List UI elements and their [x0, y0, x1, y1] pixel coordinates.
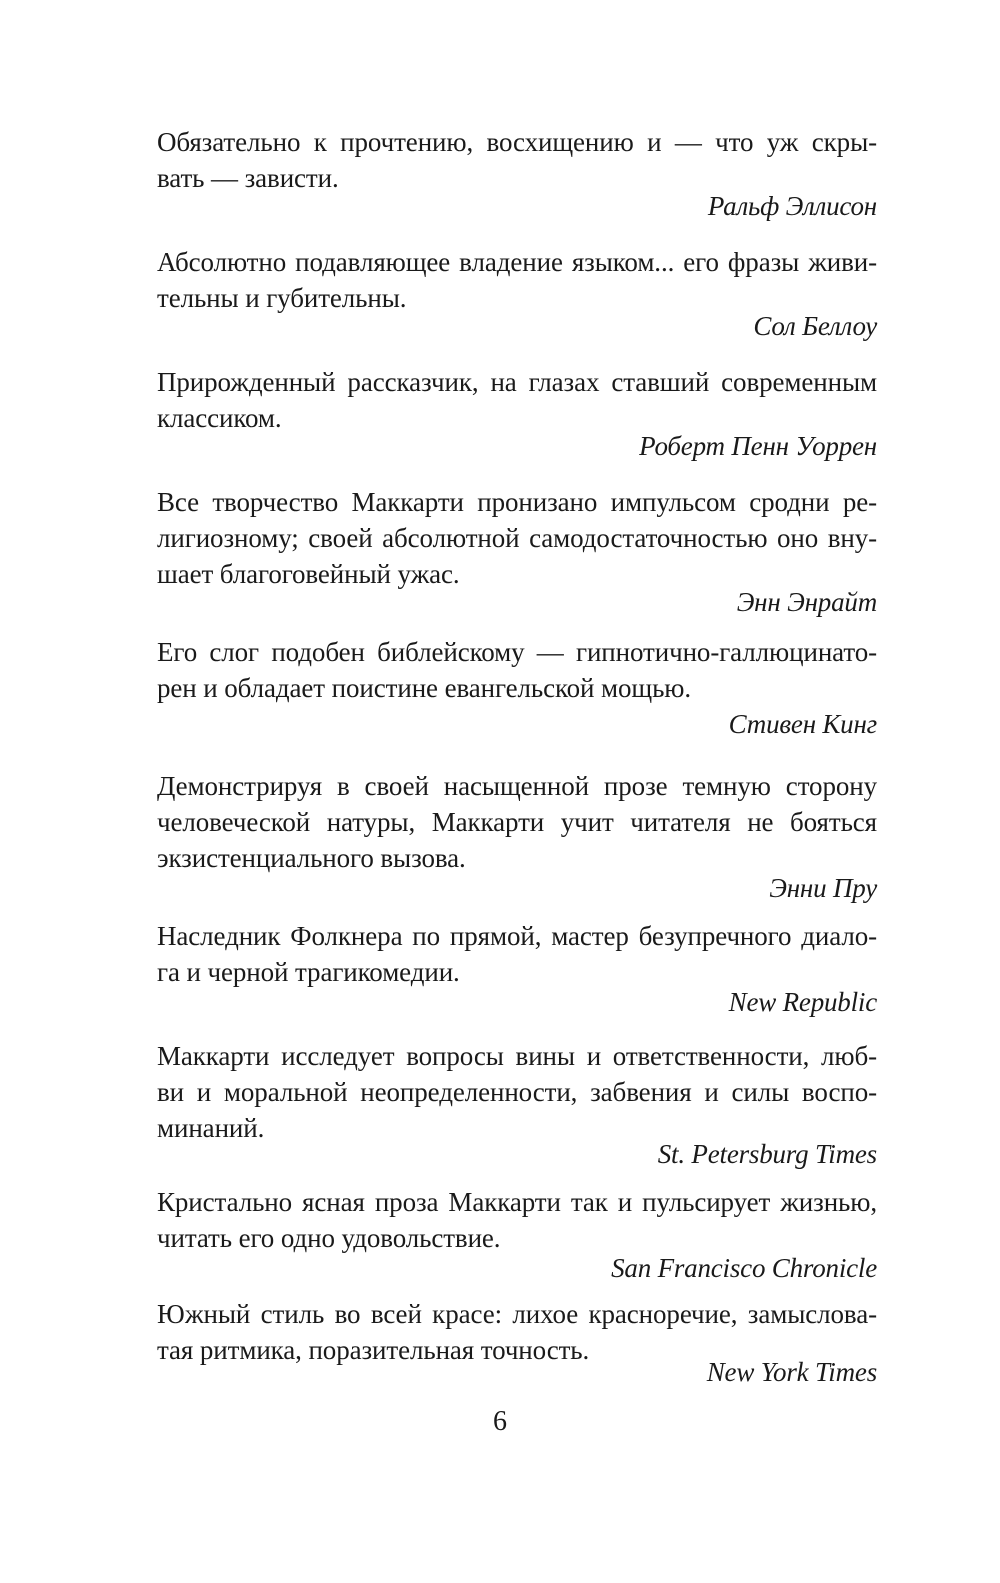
quote-block-9	[157, 1184, 877, 1286]
quote-author: Роберт Пенн Уоррен	[639, 431, 877, 461]
quote-line: человеческой натуры, Маккарти учит читателя не бояться	[157, 807, 877, 837]
quote-line: га и черной трагикомедии.	[157, 957, 460, 987]
quote-line: ви и моральной неопределенности, забвения и силы воспо-	[157, 1077, 877, 1107]
quote-line: тая ритмика, поразительная точность.	[157, 1335, 590, 1365]
quote-block-2	[157, 244, 877, 344]
quote-line: Его слог подобен библейскому — гипнотично-галлюцинато-	[157, 637, 877, 667]
quote-block-10	[157, 1296, 877, 1390]
quote-line: Южный стиль во всей красе: лихое красноречие, замыслова-	[157, 1299, 877, 1329]
quote-line: Демонстрируя в своей насыщенной прозе темную сторону	[157, 771, 877, 801]
quote-line: тельны и губительны.	[157, 283, 407, 313]
quote-author: New Republic	[728, 987, 877, 1017]
quote-author: Стивен Кинг	[728, 709, 877, 739]
quote-line: Маккарти исследует вопросы вины и ответственности, люб-	[157, 1041, 877, 1071]
quote-line: Обязательно к прочтению, восхищению и — что уж скры-	[157, 127, 877, 157]
quote-line: классиком.	[157, 403, 282, 433]
quote-line: минаний.	[157, 1113, 265, 1143]
quote-block-6	[157, 768, 877, 906]
quote-author: Сол Беллоу	[753, 311, 877, 341]
quote-line: лигиозному; своей абсолютной самодостаточностью оно вну-	[157, 523, 877, 553]
quote-line: вать — зависти.	[157, 163, 339, 193]
quote-block-4	[157, 484, 877, 620]
quote-author: Энн Энрайт	[736, 587, 877, 617]
quote-author: San Francisco Chronicle	[611, 1253, 877, 1283]
quote-line: Кристально ясная проза Маккарти так и пульсирует жизнью,	[157, 1187, 877, 1217]
quote-line: Наследник Фолкнера по прямой, мастер безупречного диало-	[157, 921, 877, 951]
quote-line: Абсолютно подавляющее владение языком... его фразы живи-	[157, 247, 877, 277]
quote-block-5	[157, 634, 877, 742]
quote-line: Все творчество Маккарти пронизано импульсом сродни ре-	[157, 487, 877, 517]
quote-line: шает благоговейный ужас.	[157, 559, 460, 589]
quote-block-3	[157, 364, 877, 464]
quote-author: New York Times	[706, 1357, 877, 1387]
quote-line: читать его одно удовольствие.	[157, 1223, 501, 1253]
quote-block-8	[157, 1038, 877, 1172]
page-number: 6	[493, 1406, 507, 1437]
quote-line: Прирожденный рассказчик, на глазах ставший современным	[157, 367, 877, 397]
quote-author: Энни Пру	[769, 873, 877, 903]
quote-line: рен и обладает поистине евангельской мощью.	[157, 673, 692, 703]
quote-block-1	[157, 124, 877, 224]
quote-author: St. Petersburg Times	[657, 1139, 877, 1169]
quote-block-7	[157, 918, 877, 1020]
quote-author: Ральф Эллисон	[707, 191, 877, 221]
quote-line: экзистенциального вызова.	[157, 843, 466, 873]
